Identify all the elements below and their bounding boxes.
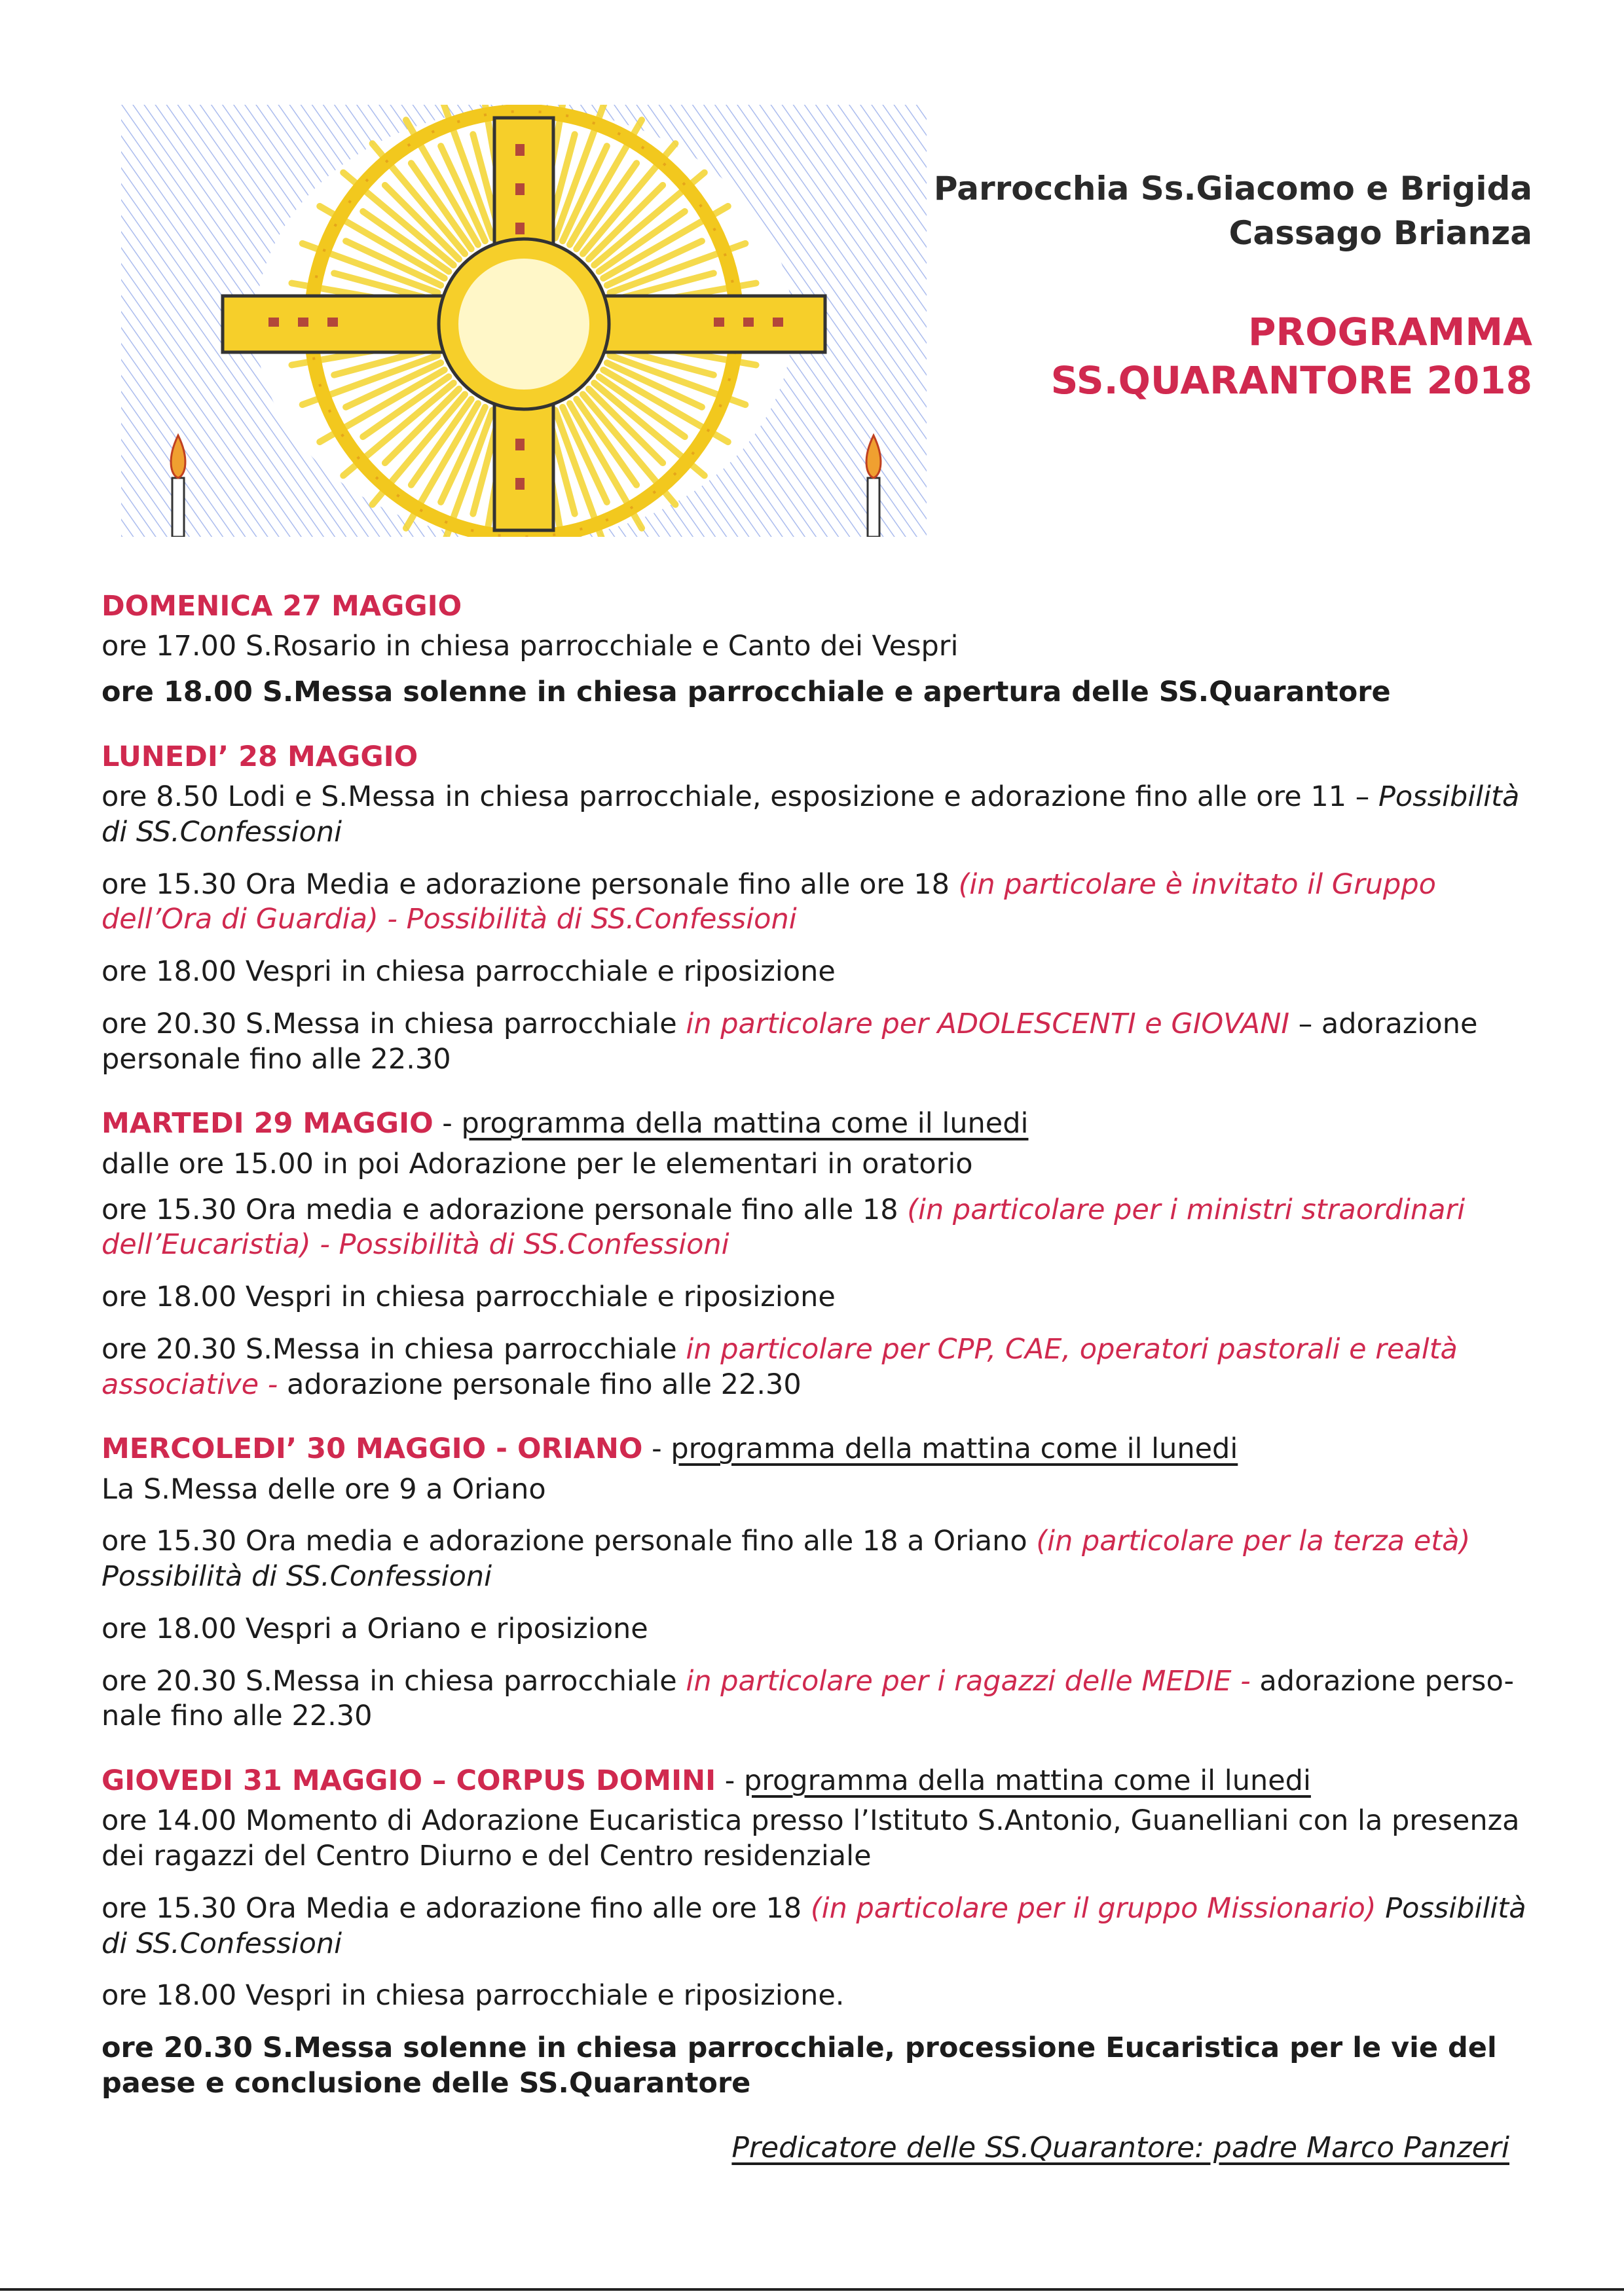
item-text-tail: adorazione personale fino alle 22.30 (278, 1368, 802, 1401)
item-text: ore 18.00 S.Messa solenne in chiesa parrocchiale e apertura delle SS.Quarantore (101, 676, 1391, 709)
item-text: ore 18.00 Vespri in chiesa parrocchiale e riposizione. (101, 1979, 845, 2013)
day-separator: - (642, 1432, 671, 1466)
item-highlight: (in particolare per il gruppo Missionario) (810, 1891, 1376, 1925)
day-section (101, 1103, 1536, 1402)
item-text: ore 8.50 Lodi e S.Messa in chiesa parrocchiale, esposizione e adorazione fino alle ore 11 – (101, 780, 1378, 814)
item-text: ore 20.30 S.Messa in chiesa parrocchiale (101, 1332, 686, 1366)
day-heading (101, 1760, 1536, 1801)
item-text: ore 15.30 Ora media e adorazione personale fino alle 18 a Oriano (101, 1525, 1037, 1558)
day-separator: - (716, 1764, 744, 1798)
schedule-item (101, 1472, 1536, 1508)
item-text: ore 15.30 Ora media e adorazione personale fino alle 18 (101, 1193, 908, 1226)
header (934, 167, 1532, 405)
day-section (101, 1760, 1536, 2102)
day-title: DOMENICA 27 MAGGIO (101, 590, 462, 623)
program-title-line1: PROGRAMMA (1248, 310, 1532, 354)
item-highlight: (in particolare è invitato il Gruppo dell’Ora di Guardia) - Possibilità di SS.Confessioni (101, 867, 1436, 936)
day-section (101, 586, 1536, 710)
item-text: ore 18.00 Vespri in chiesa parrocchiale e riposizione (101, 1281, 836, 1314)
item-text: ore 20.30 S.Messa in chiesa parrocchiale (101, 1007, 686, 1040)
day-note: programma della mattina come il lunedi (461, 1107, 1029, 1140)
day-heading (101, 1103, 1536, 1144)
schedule-item (101, 1147, 1536, 1182)
program-schedule (101, 586, 1536, 2128)
schedule-item (101, 2031, 1536, 2102)
parish-name: Parrocchia Ss.Giacomo e Brigida (933, 170, 1532, 208)
item-text: ore 20.30 S.Messa in chiesa parrocchiale (101, 1664, 686, 1698)
day-section (101, 1429, 1536, 1734)
preacher-note: Predicatore delle SS.Quarantore: padre Marco Panzeri (731, 2131, 1509, 2164)
item-highlight: in particolare per CPP, CAE, operatori pastorali e realtà associative - (101, 1332, 1458, 1401)
item-text: ore 14.00 Momento di Adorazione Eucaristica presso l’Istituto S.Antonio, Guanelliani con la presenza dei ragazzi del Centro Diurno e del Centro residenziale (101, 1804, 1520, 1873)
program-title-line2: SS.QUARANTORE 2018 (1050, 358, 1532, 403)
schedule-item (101, 1891, 1536, 1962)
schedule-item (101, 1332, 1536, 1403)
page-bottom-rule (0, 2288, 1624, 2291)
day-note: programma della mattina come il lunedi (671, 1432, 1238, 1466)
item-text: ore 15.30 Ora Media e adorazione personale fino alle ore 18 (101, 867, 959, 901)
item-text: ore 18.00 Vespri a Oriano e riposizione (101, 1612, 648, 1645)
day-heading (101, 586, 1536, 627)
item-italic: Possibilità di SS.Confessioni (101, 1891, 1526, 1960)
day-title: MARTEDI 29 MAGGIO (101, 1107, 434, 1140)
item-highlight: in particolare per i ragazzi delle MEDIE - (686, 1664, 1251, 1698)
schedule-item (101, 629, 1536, 665)
schedule-item (101, 1664, 1536, 1735)
item-italic: Possibilità di SS.Confessioni (101, 1560, 492, 1594)
schedule-item (101, 955, 1536, 990)
item-highlight: (in particolare per la terza età) (1036, 1525, 1471, 1558)
item-text: ore 15.30 Ora Media e adorazione fino alle ore 18 (101, 1891, 811, 1925)
day-heading (101, 737, 1536, 777)
item-text: La S.Messa delle ore 9 a Oriano (101, 1472, 546, 1506)
day-title: LUNEDI’ 28 MAGGIO (101, 740, 418, 773)
day-title: GIOVEDI 31 MAGGIO – CORPUS DOMINI (101, 1764, 716, 1798)
item-text: ore 18.00 Vespri in chiesa parrocchiale e riposizione (101, 955, 836, 989)
item-text-tail: adorazione perso-nale fino alle 22.30 (101, 1664, 1515, 1733)
schedule-item (101, 1280, 1536, 1315)
day-separator: - (433, 1107, 462, 1140)
schedule-item (101, 867, 1536, 938)
parish-town: Cassago Brianza (1228, 213, 1532, 252)
schedule-item (101, 675, 1536, 710)
item-text-tail (1376, 1892, 1386, 1925)
item-highlight: in particolare per ADOLESCENTI e GIOVANI (686, 1007, 1290, 1040)
schedule-item (101, 780, 1536, 850)
day-note: programma della mattina come il lunedi (743, 1764, 1311, 1798)
schedule-item (101, 1007, 1536, 1078)
schedule-item (101, 1524, 1536, 1595)
day-section (101, 737, 1536, 1078)
schedule-item (101, 1612, 1536, 1647)
day-heading (101, 1429, 1536, 1469)
program-title (934, 308, 1532, 405)
item-text: ore 20.30 S.Messa solenne in chiesa parrocchiale, processione Eucaristica per le vie del paese e conclusione delle SS.Quarantore (101, 2032, 1497, 2100)
day-title: MERCOLEDI’ 30 MAGGIO - ORIANO (101, 1432, 643, 1466)
item-text: dalle ore 15.00 in poi Adorazione per le elementari in oratorio (101, 1147, 973, 1180)
monstrance-icon (121, 105, 927, 537)
schedule-item (101, 1978, 1536, 2014)
schedule-item (101, 1193, 1536, 1264)
item-highlight: (in particolare per i ministri straordinari dell’Eucaristia) - Possibilità di SS.Confessioni (101, 1193, 1466, 1262)
item-italic: Possibilità di SS.Confessioni (101, 780, 1520, 848)
schedule-item (101, 1804, 1536, 1874)
item-text: ore 17.00 S.Rosario in chiesa parrocchiale e Canto dei Vespri (101, 630, 959, 663)
item-text-tail: – adorazione personale fino alle 22.30 (101, 1007, 1478, 1076)
